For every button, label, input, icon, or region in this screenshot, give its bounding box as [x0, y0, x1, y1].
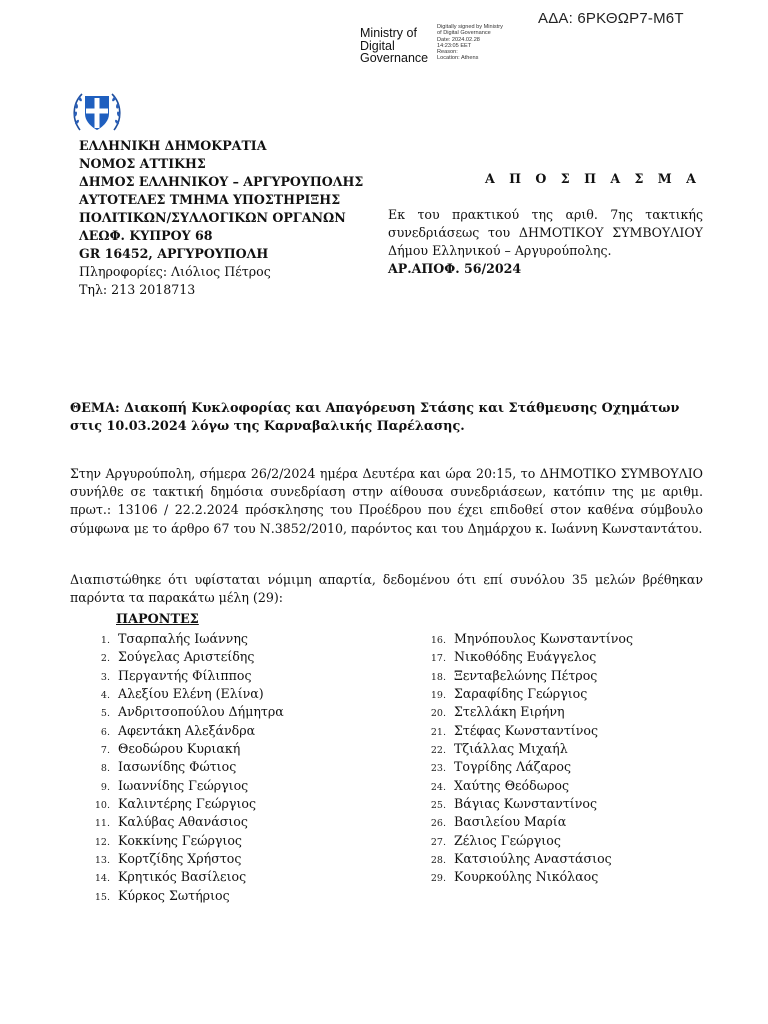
- member-number: 26.: [430, 818, 446, 830]
- present-heading: ΠΑΡΟΝΤΕΣ: [116, 612, 199, 627]
- sig-line: Digitally signed by Ministry: [437, 24, 503, 30]
- member-number: 8.: [100, 763, 110, 775]
- excerpt-block: [388, 206, 703, 278]
- member-number: 14.: [94, 873, 110, 885]
- member-name: Ιασωνίδης Φώτιος: [118, 759, 237, 775]
- ministry-line: Digital: [360, 38, 395, 53]
- member-name: Αφεντάκη Αλεξάνδρα: [118, 722, 256, 738]
- member-name: Καλιντέρης Γεώργιος: [118, 796, 257, 812]
- member-list-item: [88, 813, 284, 831]
- member-number: 16.: [430, 635, 446, 646]
- sig-line: Location: Athens: [437, 55, 479, 62]
- member-list-item: [424, 703, 633, 721]
- member-number: 13.: [94, 855, 110, 867]
- member-list-item: [88, 850, 284, 868]
- member-name: Ανδριτσοπούλου Δήμητρα: [118, 704, 284, 720]
- member-number: 9.: [100, 781, 110, 793]
- member-number: 11.: [94, 818, 110, 830]
- member-list-item: [424, 685, 633, 703]
- member-number: 10.: [94, 800, 110, 812]
- member-list-item: [424, 722, 633, 740]
- member-list-item: [88, 703, 284, 721]
- member-list-item: [424, 667, 633, 685]
- member-number: 18.: [430, 671, 446, 683]
- member-list-item: [88, 887, 284, 905]
- greek-emblem-icon: [70, 86, 124, 140]
- member-name: Κρητικός Βασίλειος: [118, 869, 247, 885]
- member-number: 4.: [100, 690, 110, 702]
- issuer-header: [79, 137, 363, 299]
- member-number: 6.: [100, 726, 110, 738]
- member-name: Τζιάλλας Μιχαήλ: [454, 741, 568, 757]
- header-line: ΔΗΜΟΣ ΕΛΛΗΝΙΚΟΥ – ΑΡΓΥΡΟΥΠΟΛΗΣ: [79, 174, 364, 189]
- member-list-item: [88, 758, 284, 776]
- contact-phone: Τηλ: 213 2018713: [79, 282, 196, 297]
- header-line: ΝΟΜΟΣ ΑΤΤΙΚΗΣ: [79, 156, 206, 171]
- member-name: Ιωαννίδης Γεώργιος: [118, 777, 249, 793]
- member-name: Σαραφίδης Γεώργιος: [454, 686, 588, 702]
- member-number: 3.: [100, 671, 110, 683]
- intro-paragraph: Στην Αργυρούπολη, σήμερα 26/2/2024 ημέρα Δευτέρα και ώρα 20:15, το ΔΗΜΟΤΙΚΟ ΣΥΜΒΟΥΛΙΟ συνήλθε σε τακτική δημόσια συνεδρίαση στην αίθουσα συνεδριάσεων, κατόπιν της με αριθμ. πρωτ.: 13106 / 22.2.2024 πρόσκλησης του Προέδρου που έχει επιδοθεί στον καθένα σύμβουλο σύμφωνα με το άρθρο 67 του Ν.3852/2010, παρόντος και του Δημάρχου κ. Ιωάννη Κωνσταντάτου.: [70, 466, 703, 536]
- member-list-item: [424, 868, 633, 886]
- member-list-item: [88, 777, 284, 795]
- member-name: Τογρίδης Λάζαρος: [454, 759, 572, 775]
- member-list-item: [88, 795, 284, 813]
- member-list-item: [424, 850, 633, 868]
- digital-signature-details: [437, 24, 503, 62]
- member-name: Κατσιούλης Αναστάσιος: [454, 851, 612, 867]
- member-list-item: [424, 795, 633, 813]
- member-list-item: [88, 630, 284, 648]
- member-name: Ξενταβελώνης Πέτρος: [454, 667, 598, 683]
- member-name: Περγαντής Φίλιππος: [118, 667, 252, 683]
- ministry-line: Governance: [360, 51, 429, 65]
- sig-line: Reason:: [437, 49, 458, 56]
- excerpt-text: Εκ του πρακτικού της αριθ. 7ης τακτικής συνεδριάσεως του ΔΗΜΟΤΙΚΟΥ ΣΥΜΒΟΥΛΙΟΥ Δήμου Ελληνικού – Αργυρούπολης.: [388, 207, 703, 258]
- excerpt-title: Α Π Ο Σ Π Α Σ Μ Α: [485, 171, 701, 186]
- header-line: ΠΟΛΙΤΙΚΩΝ/ΣΥΛΛΟΓΙΚΩΝ ΟΡΓΑΝΩΝ: [79, 210, 346, 225]
- decision-number: ΑΡ.ΑΠΟΦ. 56/2024: [388, 261, 522, 276]
- member-name: Κορτζίδης Χρήστος: [118, 851, 242, 867]
- member-name: Κουρκούλης Νικόλαος: [454, 869, 599, 885]
- member-number: 12.: [94, 836, 110, 848]
- subject-line: ΘΕΜΑ: Διακοπή Κυκλοφορίας και Απαγόρευση Στάσης και Στάθμευσης Οχημάτων στις 10.03.2024 λόγω της Καρναβαλικής Παρέλασης.: [70, 401, 680, 434]
- member-name: Στελλάκη Ειρήνη: [454, 704, 565, 720]
- header-line: ΑΥΤΟΤΕΛΕΣ ΤΜΗΜΑ ΥΠΟΣΤΗΡΙΞΗΣ: [79, 192, 341, 207]
- member-list-item: [88, 722, 284, 740]
- member-list-item: [424, 758, 633, 776]
- header-line: ΕΛΛΗΝΙΚΗ ΔΗΜΟΚΡΑΤΙΑ: [79, 138, 267, 153]
- member-list-item: [88, 648, 284, 666]
- member-number: 27.: [430, 836, 446, 848]
- member-name: Νικοθόδης Ευάγγελος: [454, 649, 597, 665]
- sig-line: of Digital Governance: [437, 30, 491, 37]
- contact-info: Πληροφορίες: Λιόλιος Πέτρος: [79, 264, 271, 279]
- member-list-item: [424, 740, 633, 758]
- member-name: Χαύτης Θεόδωρος: [454, 777, 570, 793]
- member-number: 20.: [430, 708, 446, 720]
- sig-line: Date: 2024.02.28: [437, 36, 480, 43]
- member-number: 19.: [430, 690, 446, 702]
- member-number: 28.: [430, 855, 446, 867]
- member-number: 29.: [430, 873, 446, 885]
- member-list-item: [424, 777, 633, 795]
- member-list-item: [424, 648, 633, 666]
- member-name: Σούγελας Αριστείδης: [118, 649, 255, 665]
- members-list-left: [88, 630, 284, 905]
- member-name: Κύρκος Σωτήριος: [118, 887, 230, 903]
- member-number: 2.: [100, 653, 110, 665]
- member-list-item: [424, 832, 633, 850]
- members-list-right: [424, 630, 633, 887]
- header-line: ΛΕΩΦ. ΚΥΠΡΟΥ 68: [79, 228, 213, 243]
- member-number: 21.: [430, 726, 446, 738]
- member-name: Στέφας Κωνσταντίνος: [454, 722, 599, 738]
- ada-code: ΑΔΑ: 6ΡΚΘΩΡ7-Μ6Τ: [538, 10, 684, 27]
- member-name: Καλύβας Αθανάσιος: [118, 814, 248, 830]
- member-number: 22.: [430, 745, 446, 757]
- sig-line: 14:23:05 EET: [437, 42, 472, 49]
- member-list-item: [88, 685, 284, 703]
- member-name: Τσαρπαλής Ιωάννης: [118, 631, 248, 646]
- member-name: Βάγιας Κωνσταντίνος: [454, 796, 598, 812]
- member-name: Βασιλείου Μαρία: [454, 814, 567, 830]
- member-list-item: [88, 832, 284, 850]
- header-line: GR 16452, ΑΡΓΥΡΟΥΠΟΛΗ: [79, 246, 269, 261]
- member-list-item: [424, 813, 633, 831]
- member-number: 15.: [94, 891, 110, 903]
- member-number: 23.: [430, 763, 446, 775]
- member-list-item: [88, 740, 284, 758]
- member-list-item: [88, 667, 284, 685]
- member-list-item: [424, 630, 633, 648]
- quorum-paragraph: Διαπιστώθηκε ότι υφίσταται νόμιμη απαρτία, δεδομένου ότι επί συνόλου 35 μελών βρέθηκαν παρόντα τα παρακάτω μέλη (29):: [70, 572, 703, 606]
- ministry-line: Ministry of: [360, 26, 417, 40]
- member-number: 24.: [430, 781, 446, 793]
- member-name: Κοκκίνης Γεώργιος: [118, 832, 242, 848]
- member-name: Θεοδώρου Κυριακή: [118, 741, 241, 757]
- member-name: Μηνόπουλος Κωνσταντίνος: [454, 631, 634, 646]
- member-number: 7.: [100, 745, 110, 757]
- member-number: 25.: [430, 800, 446, 812]
- member-number: 5.: [100, 708, 110, 720]
- member-list-item: [88, 868, 284, 886]
- member-name: Αλεξίου Ελένη (Ελίνα): [118, 686, 264, 702]
- member-number: 17.: [430, 653, 446, 665]
- member-number: 1.: [100, 635, 110, 646]
- signature-ministry: [360, 27, 428, 65]
- member-name: Ζέλιος Γεώργιος: [454, 832, 561, 848]
